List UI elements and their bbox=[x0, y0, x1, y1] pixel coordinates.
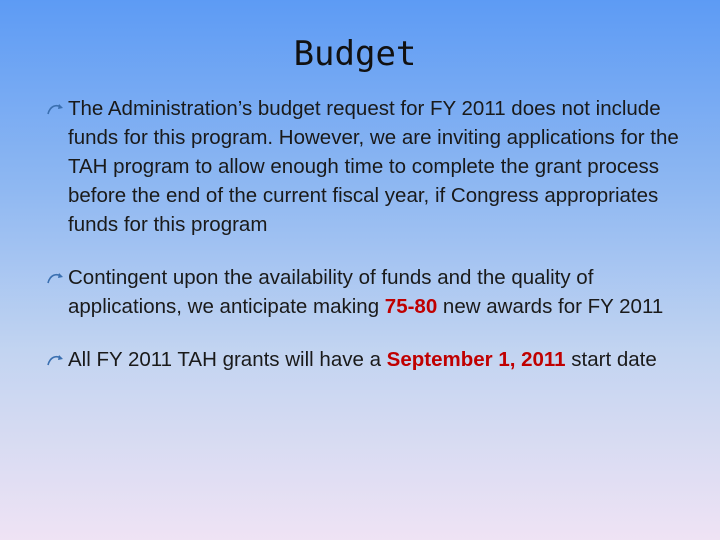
bullet-text-after: new awards for FY 2011 bbox=[437, 295, 664, 318]
highlight-start-date: September 1, 2011 bbox=[386, 348, 566, 371]
curved-arrow-bullet-icon bbox=[46, 270, 66, 286]
bullet-text-after: start date bbox=[565, 348, 657, 371]
bullet-text: The Administration’s budget request for FY 2011 does not include funds for this program. However, we are inviting applications for the TAH program to allow enough time to complete the grant process before the end of the current fiscal year, if Congress appropriates funds for this program bbox=[68, 97, 679, 236]
bullet-text-before: Contingent upon the availability of funds and the quality of applications, we anticipate making bbox=[68, 266, 594, 318]
bullet-item bbox=[44, 263, 684, 321]
bullet-item bbox=[44, 94, 684, 239]
curved-arrow-bullet-icon bbox=[46, 352, 66, 368]
slide-title: Budget bbox=[293, 34, 417, 74]
bullet-list bbox=[44, 94, 684, 398]
bullet-item bbox=[44, 345, 684, 374]
bullet-text-before: All FY 2011 TAH grants will have a bbox=[68, 348, 387, 371]
highlight-award-count: 75-80 bbox=[384, 295, 438, 318]
curved-arrow-bullet-icon bbox=[46, 101, 66, 117]
